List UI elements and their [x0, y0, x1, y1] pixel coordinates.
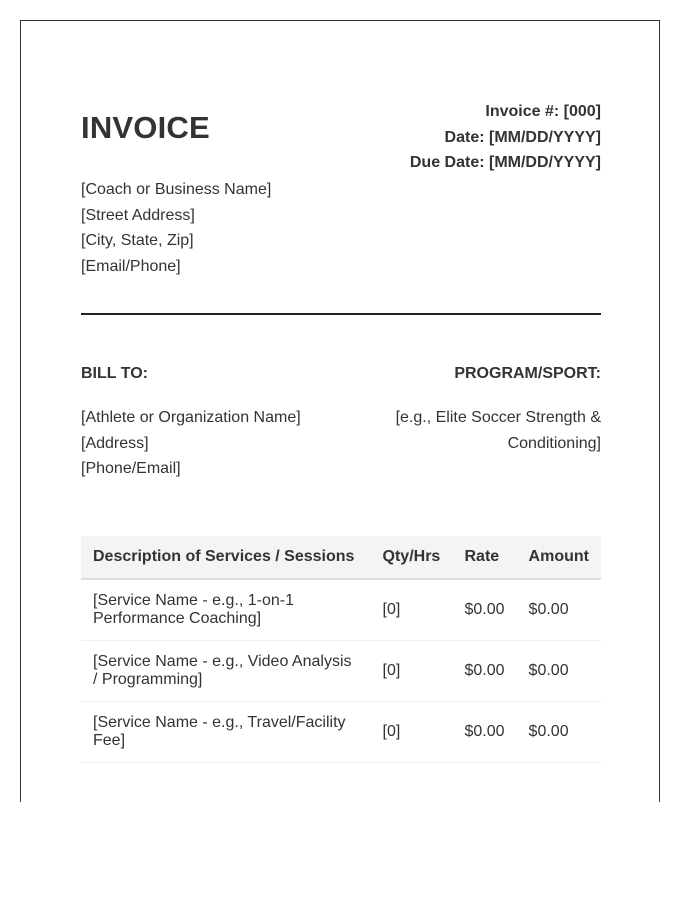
bill-to-block — [81, 405, 301, 482]
bill-to-label: BILL TO: — [81, 365, 148, 382]
row-amount: $0.00 — [517, 579, 601, 641]
row-amount: $0.00 — [517, 641, 601, 702]
row-qty: [0] — [371, 579, 453, 641]
row-rate: $0.00 — [453, 641, 517, 702]
bill-to-contact: [Phone/Email] — [81, 460, 181, 478]
sender-city: [City, State, Zip] — [81, 232, 194, 250]
row-rate: $0.00 — [453, 579, 517, 641]
table-row — [81, 641, 601, 702]
invoice-due-date: Due Date: [MM/DD/YYYY] — [409, 154, 601, 172]
bill-to-name: [Athlete or Organization Name] — [81, 409, 301, 426]
row-description: [Service Name - e.g., Travel/Facility Fee] — [81, 702, 371, 763]
header-amount: Amount — [517, 536, 601, 579]
sender-street: [Street Address] — [81, 206, 195, 224]
invoice-page — [20, 20, 660, 802]
row-description: [Service Name - e.g., Video Analysis / Programming] — [81, 641, 371, 702]
row-qty: [0] — [371, 641, 453, 702]
bill-to-address: [Address] — [81, 434, 149, 452]
invoice-number: Invoice #: [000] — [485, 103, 601, 120]
invoice-date: Date: [MM/DD/YYYY] — [444, 128, 601, 146]
sender-contact: [Email/Phone] — [81, 257, 181, 275]
program-label: PROGRAM/SPORT: — [454, 365, 601, 382]
table-header-row — [81, 536, 601, 579]
invoice-meta — [410, 99, 601, 176]
table-row — [81, 579, 601, 641]
header-divider — [81, 313, 601, 315]
sender-block — [81, 177, 271, 279]
row-rate: $0.00 — [453, 702, 517, 763]
table-row — [81, 702, 601, 763]
header-description: Description of Services / Sessions — [81, 536, 371, 579]
sender-name: [Coach or Business Name] — [81, 181, 272, 198]
row-description: [Service Name - e.g., 1-on-1 Performance Coaching] — [81, 579, 371, 641]
row-amount: $0.00 — [517, 702, 601, 763]
program-value: [e.g., Elite Soccer Strength & Conditioning] — [395, 409, 601, 452]
header-qty: Qty/Hrs — [371, 536, 453, 579]
header-rate: Rate — [453, 536, 517, 579]
services-table — [81, 536, 601, 763]
row-qty: [0] — [371, 702, 453, 763]
invoice-title: INVOICE — [81, 110, 210, 145]
